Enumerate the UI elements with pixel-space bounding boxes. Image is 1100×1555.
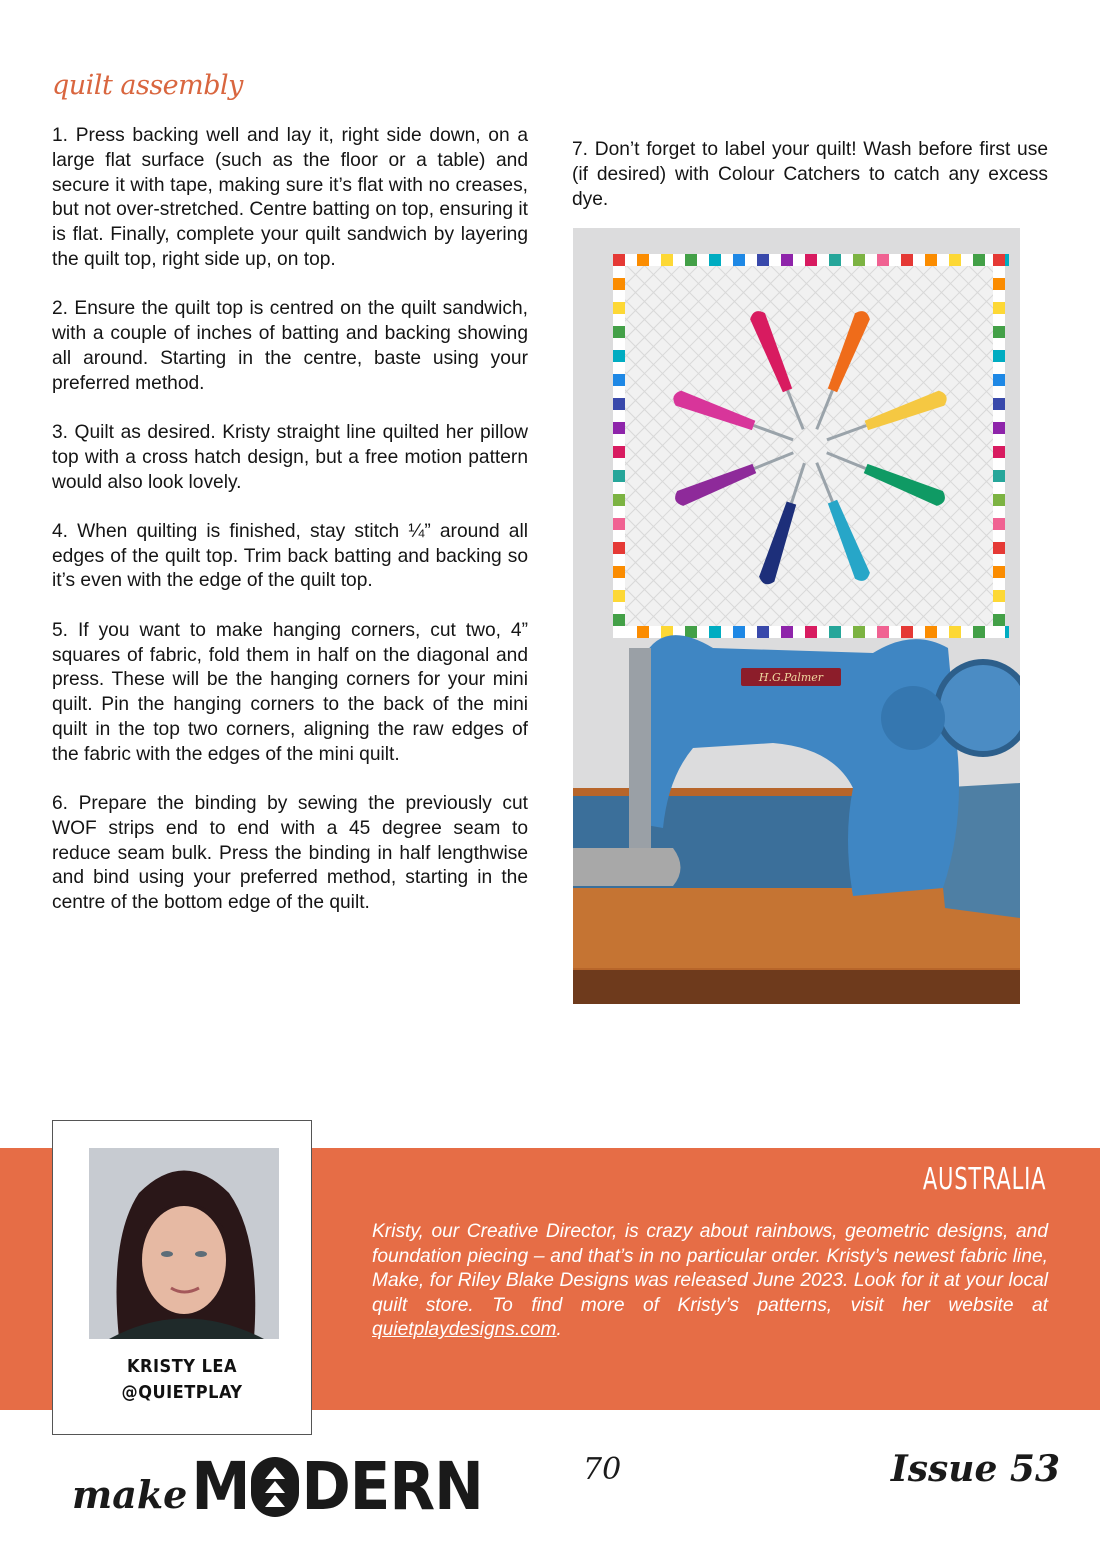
binding-stripe bbox=[877, 254, 889, 266]
binding-stripe bbox=[613, 446, 625, 458]
binding-stripe bbox=[993, 302, 1005, 314]
binding-stripe bbox=[745, 254, 757, 266]
step-2: 2. Ensure the quilt top is centred on the quilt sandwich, with a couple of inches of batting and backing showing all around. Starting in the centre, baste using your preferred method. bbox=[52, 298, 528, 394]
bio-text-body: Kristy, our Creative Director, is crazy about rainbows, geometric designs, and foundation piecing – and that’s in no particular order. Kristy’s newest fabric line, Make, for Riley Blake Designs was released June 2023. Look for it at your local quilt store. To find more of Kristy’s patterns, visit her website at bbox=[372, 1221, 1048, 1316]
binding-stripe bbox=[733, 626, 745, 638]
step-7: 7. Don’t forget to label your quilt! Wash before first use (if desired) with Colour Catchers to catch any excess dye. bbox=[572, 139, 1048, 210]
binding-stripe bbox=[993, 434, 1005, 446]
binding-stripe bbox=[709, 254, 721, 266]
binding-stripe bbox=[613, 362, 625, 374]
logo-script-word: make bbox=[72, 1472, 188, 1517]
binding-stripe bbox=[937, 626, 949, 638]
binding-stripe bbox=[613, 590, 625, 602]
author-handle: @QUIETPLAY bbox=[121, 1382, 243, 1403]
binding-stripe bbox=[901, 626, 913, 638]
binding-stripe bbox=[757, 626, 769, 638]
binding-stripe bbox=[925, 254, 937, 266]
binding-stripe bbox=[613, 434, 625, 446]
binding-stripe bbox=[993, 470, 1005, 482]
binding-stripe bbox=[613, 494, 625, 506]
binding-stripe bbox=[613, 542, 625, 554]
binding-stripe bbox=[841, 626, 853, 638]
binding-stripe bbox=[757, 254, 769, 266]
binding-stripe bbox=[613, 314, 625, 326]
binding-stripe bbox=[805, 254, 817, 266]
binding-stripe bbox=[865, 626, 877, 638]
binding-stripe bbox=[937, 254, 949, 266]
binding-stripe bbox=[949, 254, 961, 266]
binding-stripe bbox=[993, 398, 1005, 410]
binding-stripe bbox=[829, 254, 841, 266]
bio-text-end: . bbox=[556, 1319, 562, 1341]
binding-stripe bbox=[673, 254, 685, 266]
binding-stripe bbox=[993, 458, 1005, 470]
binding-stripe bbox=[613, 266, 625, 278]
page-number: 70 bbox=[583, 1452, 622, 1487]
binding-stripe bbox=[993, 338, 1005, 350]
quilt-body bbox=[621, 258, 999, 633]
binding-stripe bbox=[613, 554, 625, 566]
binding-stripe bbox=[877, 626, 889, 638]
issue-number: Issue 53 bbox=[890, 1448, 1060, 1490]
binding-stripe bbox=[613, 518, 625, 530]
binding-stripe bbox=[993, 542, 1005, 554]
step-3: 3. Quilt as desired. Kristy straight line quilted her pillow top with a cross hatch design, but a free motion pattern would also look lovely. bbox=[52, 421, 528, 493]
binding-stripe bbox=[613, 410, 625, 422]
author-name: KRISTY LEA bbox=[126, 1356, 238, 1377]
binding-stripe bbox=[805, 626, 817, 638]
mini-quilt bbox=[573, 254, 1020, 638]
step-5: 5. If you want to make hanging corners, cut two, 4” squares of fabric, fold them in half on the diagonal and press. These will be the hanging corners for your mini quilt. Pin the hanging corners to the back of the mini quilt in the top two corners, aligning the raw edges of the fabric with the edges of the mini quilt. bbox=[52, 619, 528, 765]
binding-stripe bbox=[625, 254, 637, 266]
binding-stripe bbox=[961, 626, 973, 638]
binding-stripe bbox=[993, 590, 1005, 602]
binding-stripe bbox=[913, 626, 925, 638]
logo-letters-dern: DERN bbox=[301, 1448, 483, 1525]
binding-stripe bbox=[721, 626, 733, 638]
binding-stripe bbox=[993, 314, 1005, 326]
binding-stripe bbox=[697, 626, 709, 638]
svg-text:H.G.Palmer: H.G.Palmer bbox=[758, 671, 824, 684]
binding-stripe bbox=[781, 254, 793, 266]
binding-stripe bbox=[865, 254, 877, 266]
binding-stripe bbox=[613, 530, 625, 542]
binding-stripe bbox=[993, 362, 1005, 374]
binding-stripe bbox=[993, 326, 1005, 338]
binding-stripe bbox=[721, 254, 733, 266]
binding-stripe bbox=[661, 254, 673, 266]
binding-stripe bbox=[993, 506, 1005, 518]
binding-stripe bbox=[913, 254, 925, 266]
binding-stripe bbox=[613, 398, 625, 410]
binding-stripe bbox=[685, 254, 697, 266]
binding-stripe bbox=[613, 422, 625, 434]
binding-stripe bbox=[781, 626, 793, 638]
binding-stripe bbox=[993, 374, 1005, 386]
binding-stripe bbox=[901, 254, 913, 266]
binding-stripe bbox=[973, 254, 985, 266]
binding-stripe bbox=[649, 254, 661, 266]
binding-stripe bbox=[613, 278, 625, 290]
binding-stripe bbox=[613, 566, 625, 578]
quilt-sewing-machine-photo bbox=[573, 228, 1020, 1004]
binding-stripe bbox=[817, 626, 829, 638]
step-4: 4. When quilting is finished, stay stitch ¼” around all edges of the quilt top. Trim back batting and backing so it’s even with the edge of the quilt top. bbox=[52, 520, 528, 592]
author-bio-text bbox=[372, 1220, 1048, 1343]
binding-stripe bbox=[733, 254, 745, 266]
instructions-left-column bbox=[52, 124, 528, 941]
author-polaroid bbox=[52, 1120, 312, 1435]
logo-triangle-o-icon bbox=[251, 1457, 299, 1517]
binding-stripe bbox=[993, 278, 1005, 290]
binding-stripe bbox=[961, 254, 973, 266]
binding-stripe bbox=[993, 410, 1005, 422]
binding-stripe bbox=[993, 446, 1005, 458]
make-modern-logo bbox=[72, 1448, 483, 1525]
binding-stripe bbox=[613, 602, 625, 614]
binding-stripe bbox=[993, 614, 1005, 626]
binding-stripe bbox=[853, 626, 865, 638]
binding-stripe bbox=[889, 254, 901, 266]
binding-stripe bbox=[613, 338, 625, 350]
binding-stripe bbox=[925, 626, 937, 638]
binding-stripe bbox=[993, 530, 1005, 542]
binding-stripe bbox=[793, 254, 805, 266]
logo-block-word bbox=[191, 1448, 483, 1525]
binding-stripe bbox=[793, 626, 805, 638]
binding-stripe bbox=[637, 254, 649, 266]
binding-stripe bbox=[993, 482, 1005, 494]
binding-stripe bbox=[613, 386, 625, 398]
binding-stripe bbox=[613, 506, 625, 518]
binding-stripe bbox=[613, 578, 625, 590]
binding-stripe bbox=[817, 254, 829, 266]
binding-stripe bbox=[853, 254, 865, 266]
binding-stripe bbox=[769, 254, 781, 266]
binding-stripe bbox=[613, 302, 625, 314]
step-6: 6. Prepare the binding by sewing the previously cut WOF strips end to end with a 45 degree seam to reduce seam bulk. Press the binding in half lengthwise and bind using your preferred method, starting in the centre of the bottom edge of the quilt. bbox=[52, 793, 528, 914]
binding-stripe bbox=[769, 626, 781, 638]
binding-stripe bbox=[613, 350, 625, 362]
binding-stripe bbox=[649, 626, 661, 638]
machine-badge bbox=[741, 668, 841, 686]
step-1: 1. Press backing well and lay it, right side down, on a large flat surface (such as the floor or a table) and secure it with tape, making sure it’s flat with no creases, but not over-stretched. Centre batting on top, ensuring it is flat. Finally, complete your quilt sandwich by layering the quilt top, right side up, on top. bbox=[52, 125, 528, 270]
binding-stripe bbox=[993, 554, 1005, 566]
binding-stripe bbox=[993, 566, 1005, 578]
binding-stripe bbox=[993, 290, 1005, 302]
binding-stripe bbox=[973, 626, 985, 638]
binding-stripe bbox=[993, 422, 1005, 434]
author-website-link[interactable]: quietplaydesigns.com bbox=[372, 1319, 557, 1341]
binding-stripe bbox=[613, 326, 625, 338]
instructions-right-column bbox=[572, 138, 1048, 237]
binding-stripe bbox=[709, 626, 721, 638]
binding-stripe bbox=[993, 494, 1005, 506]
binding-stripe bbox=[993, 350, 1005, 362]
binding-stripe bbox=[829, 626, 841, 638]
binding-stripe bbox=[685, 626, 697, 638]
binding-stripe bbox=[889, 626, 901, 638]
binding-stripe bbox=[613, 626, 625, 638]
logo-letter-m: M bbox=[191, 1448, 250, 1525]
binding-stripe bbox=[745, 626, 757, 638]
binding-stripe bbox=[613, 482, 625, 494]
binding-stripe bbox=[613, 614, 625, 626]
binding-stripe bbox=[993, 602, 1005, 614]
binding-stripe bbox=[625, 626, 637, 638]
binding-stripe bbox=[613, 374, 625, 386]
binding-stripe bbox=[993, 518, 1005, 530]
binding-stripe bbox=[993, 266, 1005, 278]
binding-stripe bbox=[613, 458, 625, 470]
binding-stripe bbox=[697, 254, 709, 266]
binding-stripe bbox=[993, 386, 1005, 398]
author-region: AUSTRALIA bbox=[922, 1162, 1046, 1197]
binding-stripe bbox=[993, 254, 1005, 266]
section-heading: quilt assembly bbox=[52, 70, 243, 101]
binding-stripe bbox=[841, 254, 853, 266]
author-portrait bbox=[89, 1148, 279, 1339]
binding-stripe bbox=[993, 626, 1005, 638]
binding-stripe bbox=[613, 254, 625, 266]
binding-stripe bbox=[949, 626, 961, 638]
binding-stripe bbox=[993, 578, 1005, 590]
binding-stripe bbox=[637, 626, 649, 638]
binding-stripe bbox=[613, 290, 625, 302]
binding-stripe bbox=[613, 470, 625, 482]
